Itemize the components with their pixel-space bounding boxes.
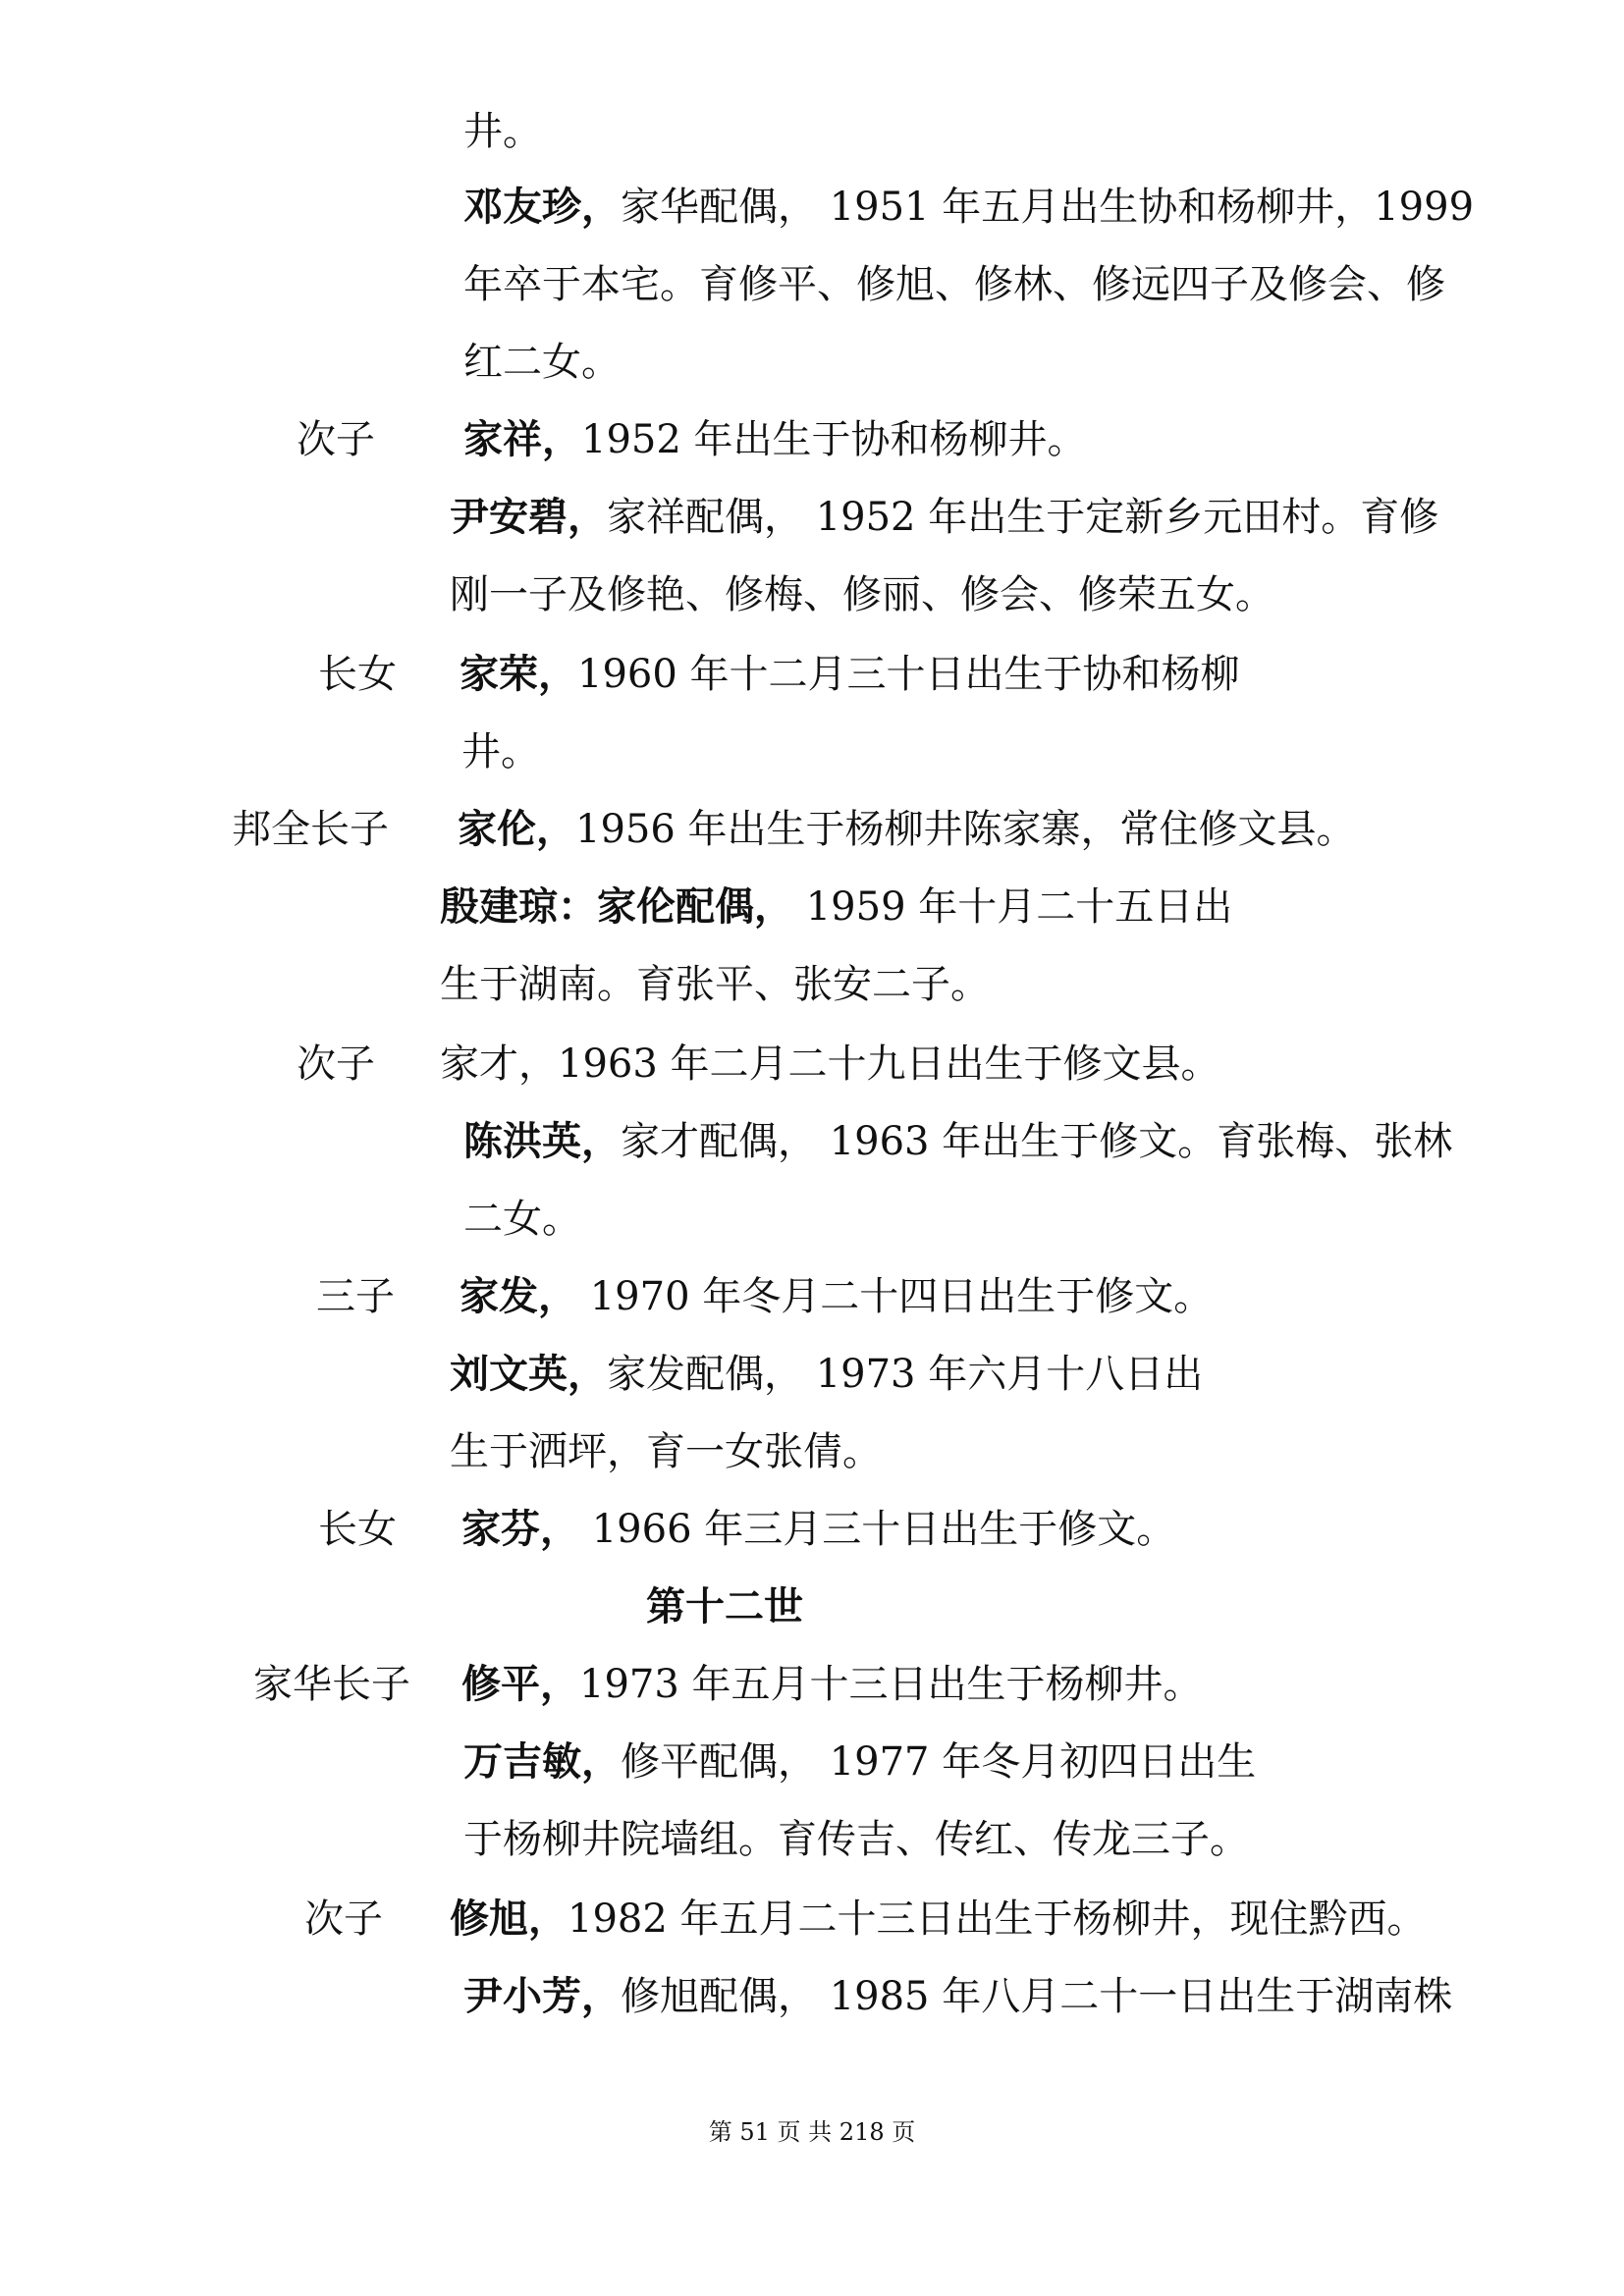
text-line: 家荣，1960 年十二月三十日出生于协和杨柳 <box>460 651 1240 697</box>
text-line: 家发， 1970 年冬月二十四日出生于修文。 <box>460 1273 1214 1319</box>
person-name: 家芬， <box>461 1506 579 1552</box>
relation-label: 长女 <box>318 1507 397 1552</box>
page-footer: 第 51 页 共 218 页 <box>708 2118 916 2146</box>
relation-label: 三子 <box>316 1274 395 1319</box>
text-line: 修平，1973 年五月十三日出生于杨柳井。 <box>461 1661 1203 1707</box>
relation-label: 邦全长子 <box>232 807 389 852</box>
relation-label: 次子 <box>297 417 375 462</box>
relation-label: 次子 <box>297 1041 375 1087</box>
person-name: 尹安碧， <box>450 494 607 540</box>
text-line: 邓友珍，家华配偶， 1951 年五月出生协和杨柳井，1999 <box>463 184 1475 230</box>
person-name: 殷建琼：家伦配偶， <box>440 883 793 930</box>
text-line: 井。 <box>463 109 542 154</box>
person-name: 家伦， <box>458 806 575 852</box>
person-name: 陈洪英， <box>463 1118 621 1164</box>
text-line: 井。 <box>461 729 540 774</box>
text-line: 尹小芳，修旭配偶， 1985 年八月二十一日出生于湖南株 <box>463 1973 1453 2019</box>
relation-label: 长女 <box>318 652 397 697</box>
text-line: 家祥，1952 年出生于协和杨柳井。 <box>463 416 1087 462</box>
text-line: 家才，1963 年二月二十九日出生于修文县。 <box>440 1041 1220 1087</box>
text-line: 于杨柳井院墙组。育传吉、传红、传龙三子。 <box>463 1817 1249 1862</box>
person-name: 家荣， <box>460 651 577 697</box>
person-name: 修平， <box>461 1661 579 1707</box>
text-line: 家伦，1956 年出生于杨柳井陈家寨，常住修文县。 <box>458 806 1356 852</box>
person-name: 尹小芳， <box>463 1973 621 2019</box>
text-line: 生于洒坪，育一女张倩。 <box>450 1429 882 1474</box>
text-line: 二女。 <box>463 1197 581 1242</box>
person-name: 刘文英， <box>450 1351 607 1397</box>
text-line: 陈洪英，家才配偶， 1963 年出生于修文。育张梅、张林 <box>463 1118 1453 1164</box>
person-name: 修旭， <box>450 1896 568 1942</box>
text-line: 殷建琼：家伦配偶， 1959 年十月二十五日出 <box>440 883 1233 930</box>
text-line: 刘文英，家发配偶， 1973 年六月十八日出 <box>450 1351 1204 1397</box>
text-line: 生于湖南。育张平、张安二子。 <box>440 962 990 1007</box>
text-line: 家芬， 1966 年三月三十日出生于修文。 <box>461 1506 1176 1552</box>
text-line: 修旭，1982 年五月二十三日出生于杨柳井，现住黔西。 <box>450 1896 1427 1942</box>
person-name: 邓友珍， <box>463 184 621 230</box>
text-line: 尹安碧，家祥配偶， 1952 年出生于定新乡元田村。育修 <box>450 494 1439 540</box>
section-heading: 第十二世 <box>646 1583 803 1629</box>
text-line: 红二女。 <box>463 340 621 385</box>
relation-label: 次子 <box>304 1896 383 1942</box>
person-name: 家祥， <box>463 416 581 462</box>
text-line: 年卒于本宅。育修平、修旭、修林、修远四子及修会、修 <box>463 262 1445 307</box>
relation-label: 家华长子 <box>253 1662 410 1707</box>
person-name: 家发， <box>460 1273 577 1319</box>
text-line: 万吉敏，修平配偶， 1977 年冬月初四日出生 <box>463 1738 1257 1785</box>
text-line: 刚一子及修艳、修梅、修丽、修会、修荣五女。 <box>450 572 1274 617</box>
person-name: 万吉敏， <box>463 1738 621 1785</box>
